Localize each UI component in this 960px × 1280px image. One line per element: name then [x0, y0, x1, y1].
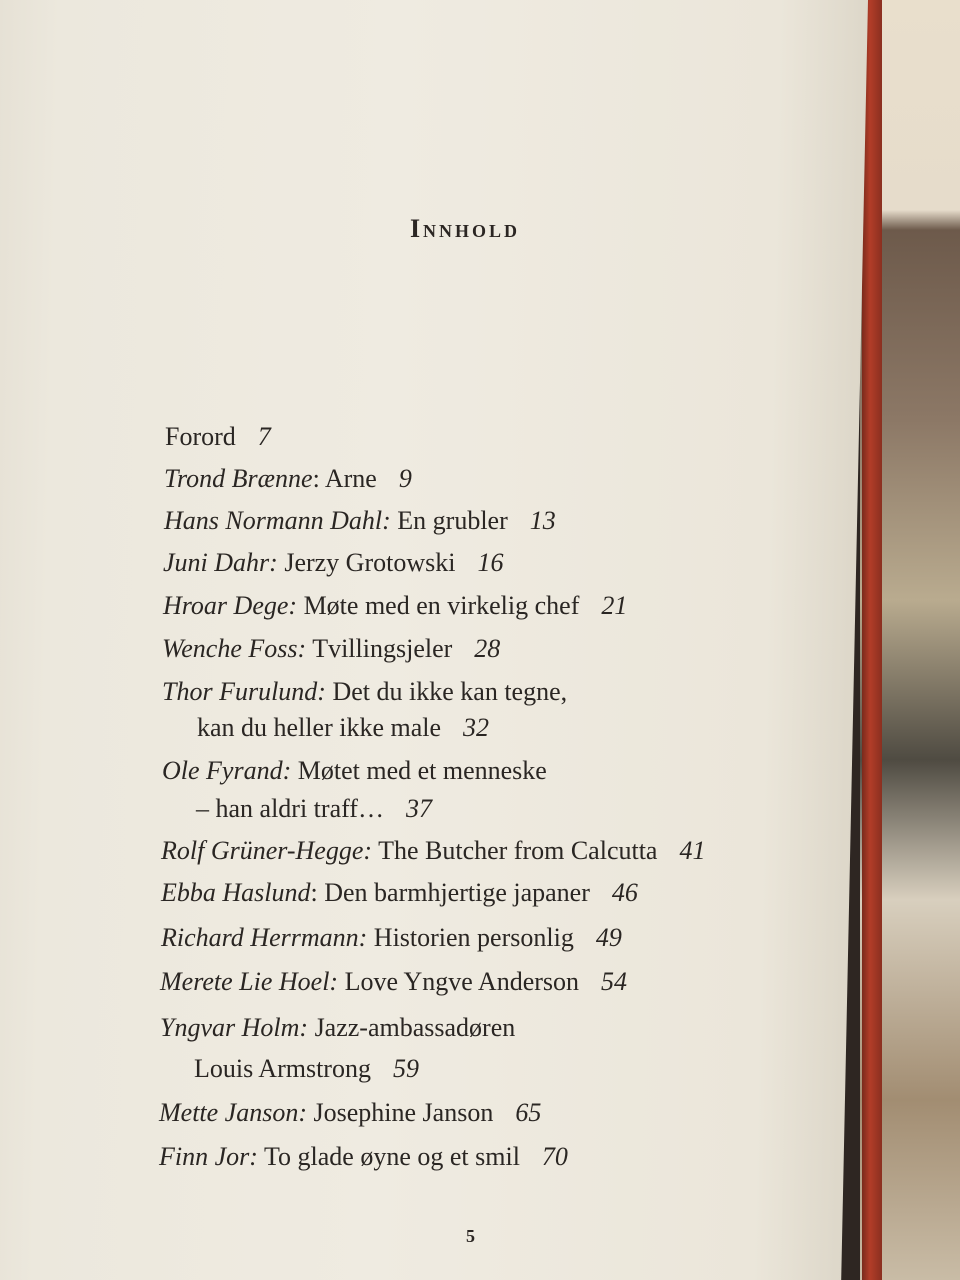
- toc-entry: [163, 593, 627, 619]
- toc-title: To glade øyne og et smil: [257, 1142, 520, 1171]
- toc-title: Møte med en virkelig chef: [297, 591, 580, 620]
- toc-page-number: 32: [463, 713, 490, 742]
- toc-title: Jazz-ambassadøren: [308, 1013, 516, 1042]
- toc-author: Hroar Dege:: [163, 591, 298, 620]
- toc-page-number: 28: [474, 634, 501, 663]
- toc-entry: [162, 758, 547, 784]
- toc-entry: [159, 1100, 541, 1126]
- toc-entry: [162, 679, 567, 705]
- toc-author: Ebba Haslund: [161, 878, 311, 907]
- toc-author: Finn Jor:: [159, 1142, 258, 1171]
- toc-title-continuation: – han aldri traff…: [196, 794, 384, 823]
- toc-page-number: 65: [515, 1098, 542, 1127]
- toc-page-number: 70: [541, 1142, 568, 1171]
- toc-title-continuation: kan du heller ikke male: [197, 713, 442, 742]
- toc-entry: [161, 880, 638, 906]
- toc-entry: [164, 508, 556, 534]
- toc-entry: [161, 838, 705, 864]
- toc-entry: [164, 466, 412, 492]
- toc-page-number: 46: [611, 878, 638, 907]
- toc-author: Hans Normann Dahl:: [164, 506, 391, 535]
- toc-entry-continuation: [196, 796, 432, 822]
- toc-page-number: 37: [405, 794, 432, 823]
- toc-page-number: 54: [601, 967, 628, 996]
- toc-page-number: 49: [595, 923, 622, 952]
- toc-author: Mette Janson:: [159, 1098, 308, 1127]
- toc-title: Det du ikke kan tegne,: [325, 677, 568, 706]
- page-number-folio: 5: [466, 1226, 475, 1246]
- toc-title: : Den barmhjertige japaner: [310, 878, 590, 907]
- toc-author: Richard Herrmann:: [161, 923, 368, 952]
- toc-entry: [160, 1015, 515, 1041]
- toc-title: Jerzy Grotowski: [277, 548, 456, 577]
- toc-title: Forord: [165, 422, 236, 451]
- toc-page-number: 16: [477, 548, 504, 577]
- toc-page-number: 59: [392, 1054, 419, 1083]
- toc-entry: [163, 550, 503, 576]
- toc-entry-continuation: [197, 715, 489, 741]
- toc-entry: [162, 636, 500, 662]
- toc-title-continuation: Louis Armstrong: [194, 1054, 371, 1083]
- toc-title: The Butcher from Calcutta: [372, 836, 658, 865]
- toc-title: Historien personlig: [367, 923, 574, 952]
- toc-title: : Arne: [312, 464, 377, 493]
- page-heading: Innhold: [409, 214, 521, 243]
- toc-page-number: 41: [679, 836, 706, 865]
- toc-entry: [160, 969, 627, 995]
- toc-page-number: 7: [257, 422, 271, 451]
- toc-title: Møtet med et menneske: [291, 756, 547, 785]
- toc-title: Josephine Janson: [307, 1098, 494, 1127]
- toc-entry: [159, 1144, 568, 1170]
- toc-author: Juni Dahr:: [163, 548, 278, 577]
- toc-page-number: 9: [398, 464, 412, 493]
- toc-author: Wenche Foss:: [162, 634, 307, 663]
- toc-page-number: 13: [529, 506, 556, 535]
- toc-title: Love Yngve Anderson: [338, 967, 580, 996]
- toc-author: Yngvar Holm:: [160, 1013, 309, 1042]
- toc-title: En grubler: [390, 506, 508, 535]
- toc-author: Rolf Grüner-Hegge:: [161, 836, 373, 865]
- toc-author: Merete Lie Hoel:: [160, 967, 339, 996]
- toc-entry-continuation: [194, 1056, 419, 1082]
- toc-page-number: 21: [601, 591, 628, 620]
- toc-author: Ole Fyrand:: [162, 756, 292, 785]
- toc-title: Tvillingsjeler: [306, 634, 453, 663]
- toc-entry: [165, 424, 271, 450]
- toc-author: Thor Furulund:: [162, 677, 326, 706]
- toc-author: Trond Brænne: [164, 464, 313, 493]
- toc-entry: [161, 925, 622, 951]
